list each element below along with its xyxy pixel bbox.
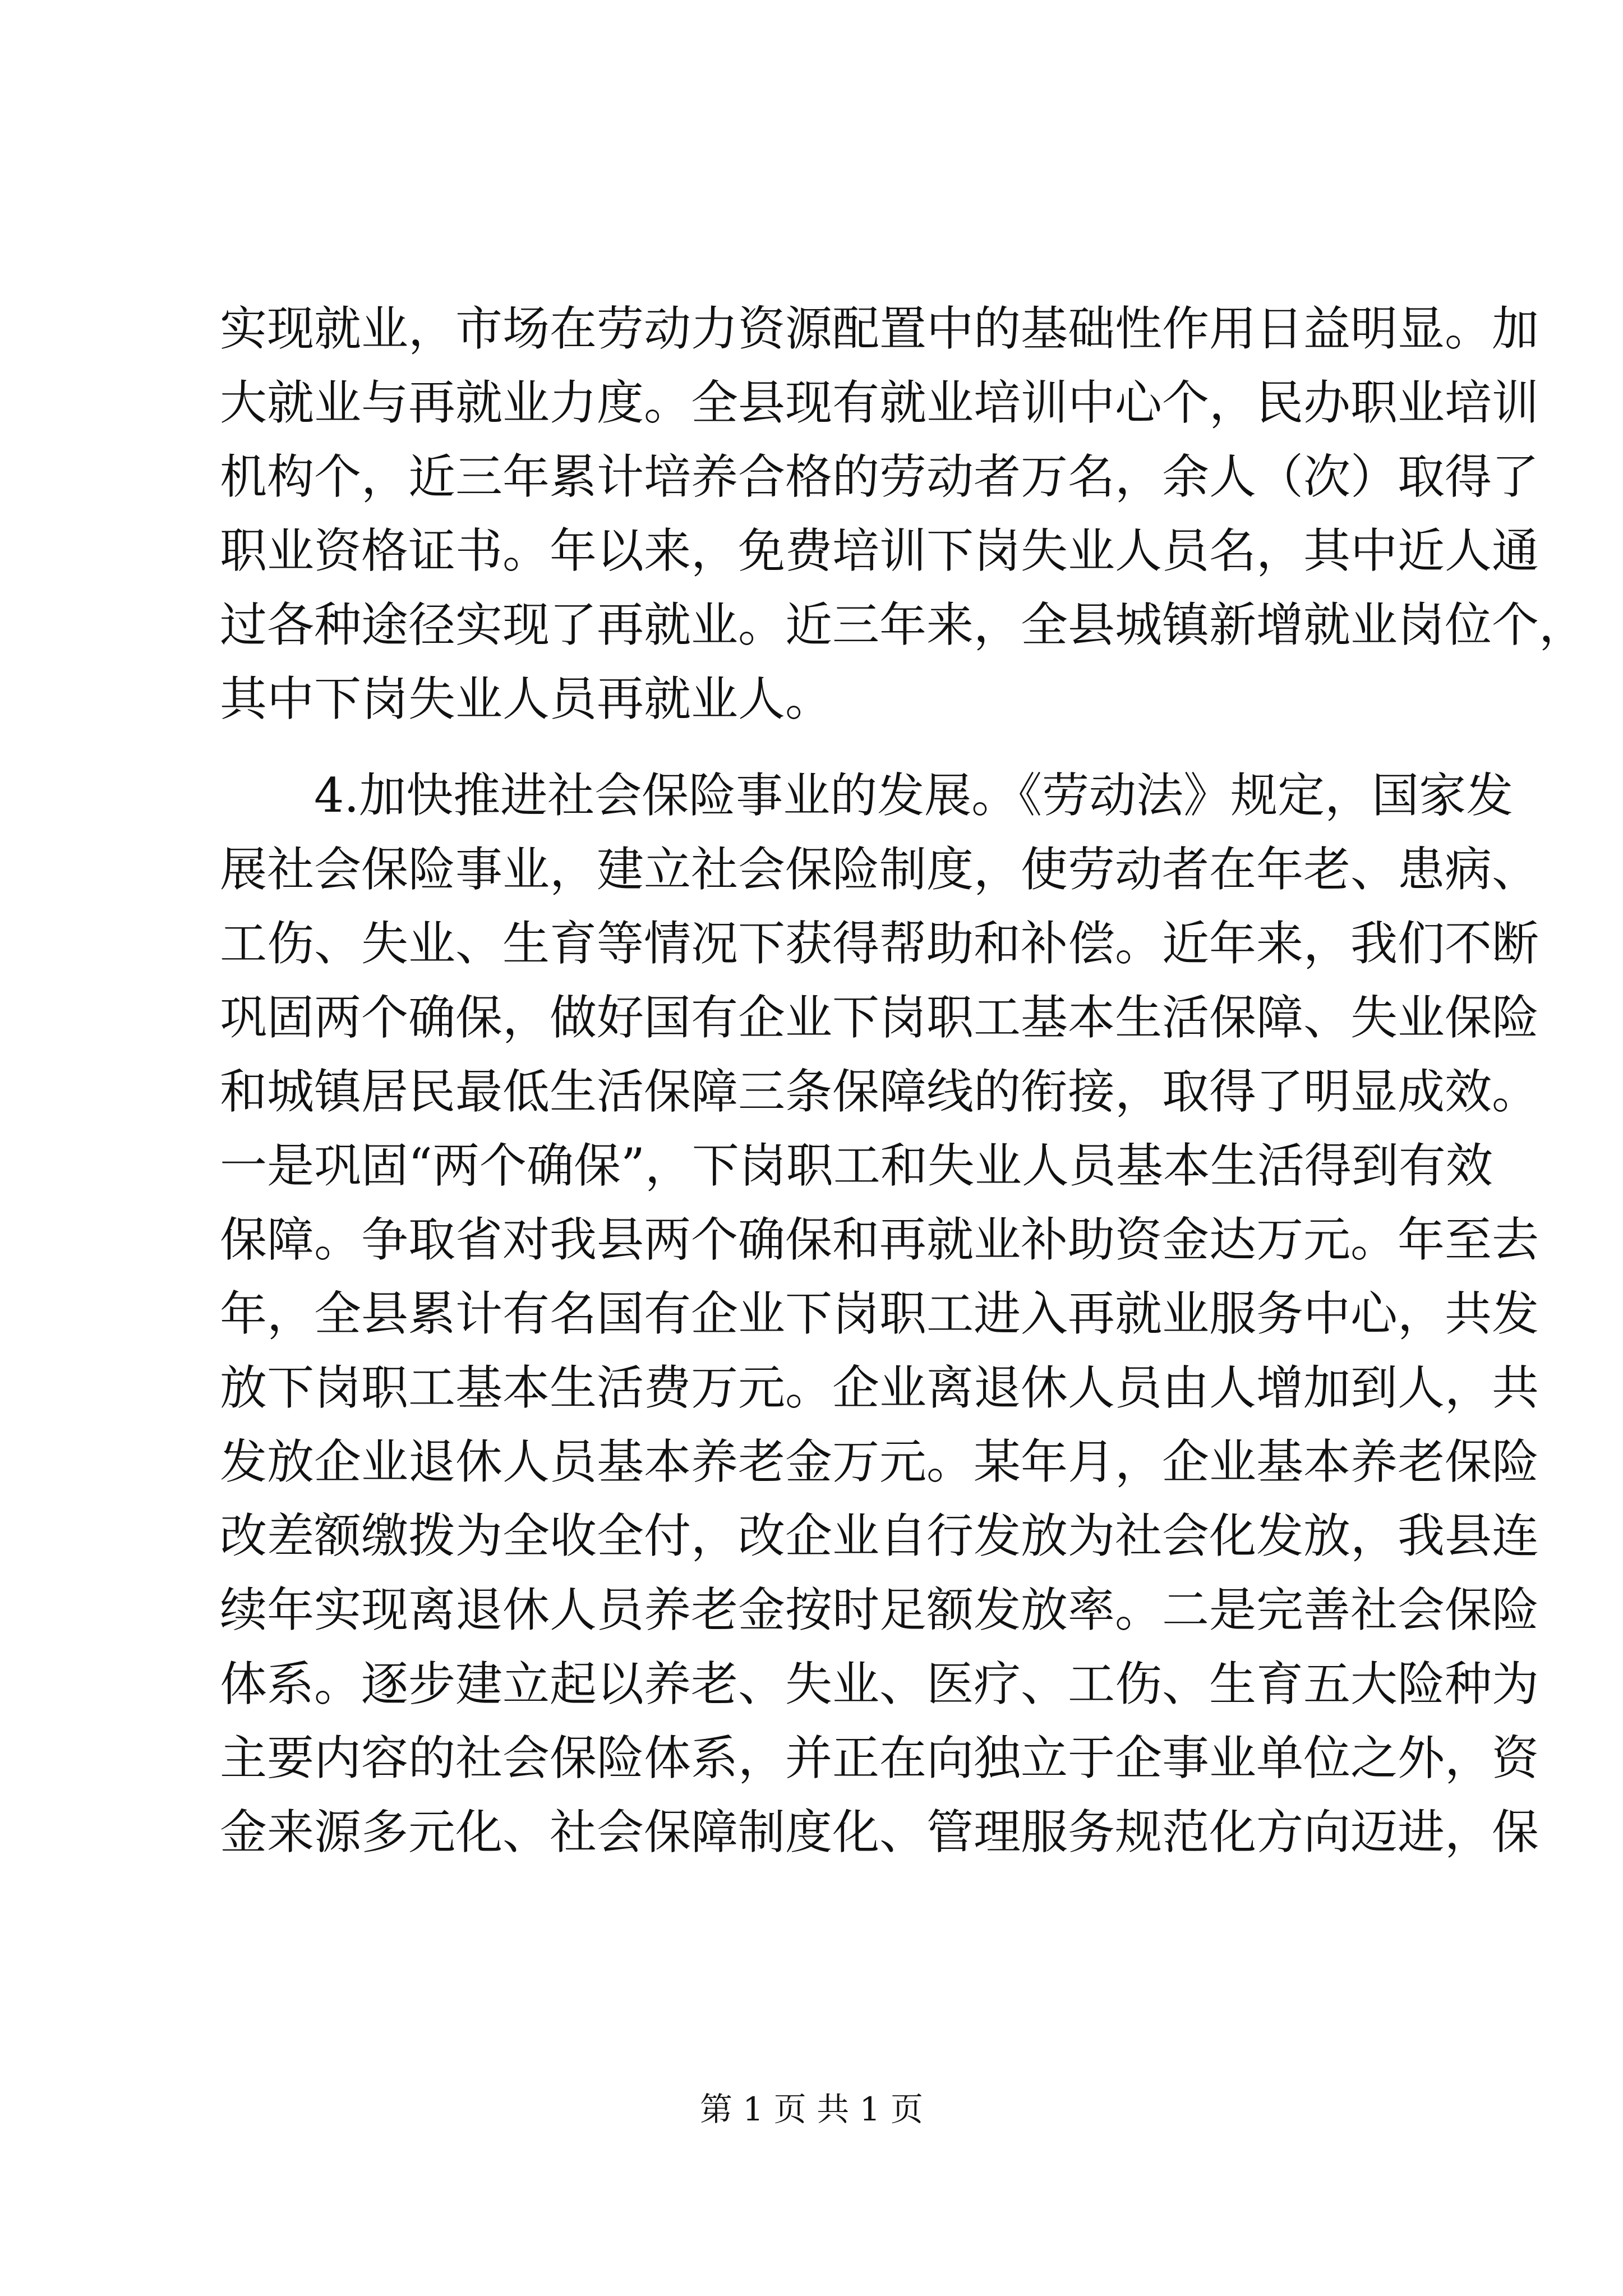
text-line: 工伤、失业、生育等情况下获得帮助和补偿。近年来，我们不断 <box>220 916 1539 971</box>
paragraph-2 <box>220 758 1539 1869</box>
text-line: 其中下岗失业人员再就业人。 <box>220 671 833 726</box>
text-line: 过各种途径实现了再就业。近三年来，全县城镇新增就业岗位个， <box>220 597 1587 652</box>
text-line: 保障。争取省对我县两个确保和再就业补助资金达万元。年至去 <box>220 1212 1539 1267</box>
paragraph-1 <box>220 292 1587 736</box>
text-line: 改差额缴拨为全收全付，改企业自行发放为社会化发放，我县连 <box>220 1508 1539 1563</box>
text-line: 一是巩固“两个确保”，下岗职工和失业人员基本生活得到有效 <box>220 1138 1493 1193</box>
text-line: 职业资格证书。年以来，免费培训下岗失业人员名，其中近人通 <box>220 523 1539 578</box>
text-line: 和城镇居民最低生活保障三条保障线的衔接，取得了明显成效。 <box>220 1064 1539 1119</box>
text-line: 主要内容的社会保险体系，并正在向独立于企事业单位之外，资 <box>220 1731 1539 1786</box>
text-line: 巩固两个确保，做好国有企业下岗职工基本生活保障、失业保险 <box>220 990 1539 1045</box>
text-line: 展社会保险事业，建立社会保险制度，使劳动者在年老、患病、 <box>220 842 1539 897</box>
text-line: 4.加快推进社会保险事业的发展。《劳动法》规定，国家发 <box>220 768 1514 823</box>
text-line: 放下岗职工基本生活费万元。企业离退休人员由人增加到人，共 <box>220 1360 1539 1415</box>
page-number-label: 第 1 页 共 1 页 <box>700 2090 923 2128</box>
text-line: 发放企业退休人员基本养老金万元。某年月，企业基本养老保险 <box>220 1434 1539 1489</box>
text-line: 体系。逐步建立起以养老、失业、医疗、工伤、生育五大险种为 <box>220 1657 1539 1711</box>
text-line: 大就业与再就业力度。全县现有就业培训中心个，民办职业培训 <box>220 375 1539 430</box>
text-line: 机构个，近三年累计培养合格的劳动者万名，余人（次）取得了 <box>220 449 1539 504</box>
text-line: 续年实现离退休人员养老金按时足额发放率。二是完善社会保险 <box>220 1582 1539 1637</box>
page-footer <box>0 2087 1623 2132</box>
body-text <box>220 292 1587 1869</box>
text-line: 年，全县累计有名国有企业下岗职工进入再就业服务中心，共发 <box>220 1286 1539 1341</box>
text-line: 金来源多元化、社会保障制度化、管理服务规范化方向迈进，保 <box>220 1805 1539 1860</box>
text-line: 实现就业，市场在劳动力资源配置中的基础性作用日益明显。加 <box>220 301 1539 356</box>
